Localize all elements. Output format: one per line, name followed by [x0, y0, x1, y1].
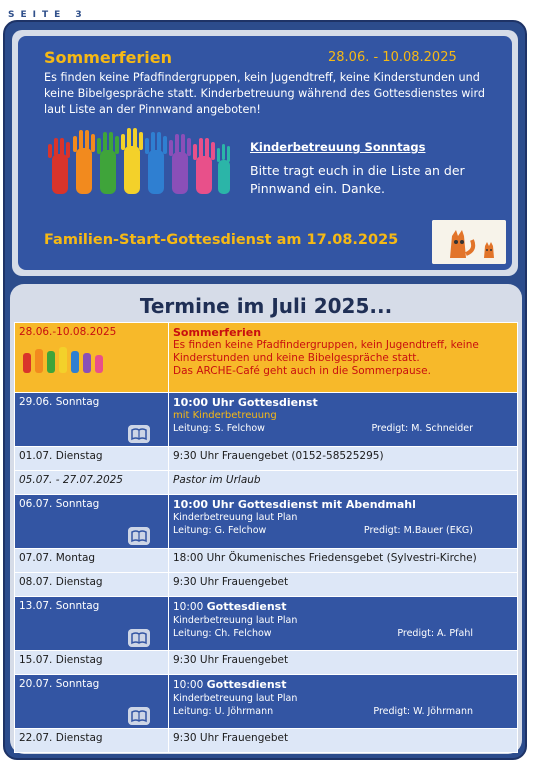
- table-row: [15, 651, 518, 675]
- event-title: 9:30 Uhr Frauengebet: [169, 729, 518, 753]
- row-date: 15.07. Dienstag: [15, 651, 169, 675]
- row-date: 20.07. Sonntag: [19, 678, 100, 690]
- date-cell: [15, 495, 169, 549]
- hands-small-illustration: [19, 345, 109, 373]
- table-row: [15, 471, 518, 495]
- termine-box: [10, 284, 522, 754]
- event-cell: [169, 393, 518, 447]
- table-row: [15, 729, 518, 753]
- table-row: [15, 675, 518, 729]
- date-cell: [15, 675, 169, 729]
- summer-text: Es finden keine Pfadfindergruppen, kein Jugendtreff, keine Kinderstunden und keine Bibelgespräche statt. Kinderbetreuung während des Gottesdienstes wird laut Liste an der Pinnwand angeboten!: [44, 71, 486, 116]
- event-title: 10:00 Uhr Gottesdienst mit Abendmahl: [173, 498, 416, 511]
- bible-icon: [128, 527, 150, 545]
- hand-yellow: [121, 128, 143, 194]
- table-row: [15, 495, 518, 549]
- page-label: SEITE 3: [8, 10, 88, 20]
- event-leitung: Leitung: U. Jöhrmann: [173, 706, 274, 717]
- event-predigt: Predigt: M.Bauer (EKG): [363, 525, 473, 536]
- hand-blue: [145, 132, 167, 194]
- event-leitung-row: [173, 705, 513, 718]
- event-sub: Kinderbetreuung laut Plan: [173, 615, 298, 626]
- hand-red: [48, 138, 70, 194]
- event-leitung-row: [173, 524, 513, 537]
- event-title: Pastor im Urlaub: [169, 471, 518, 495]
- hands-illustration: [44, 126, 234, 204]
- event-title-bold: Gottesdienst: [206, 678, 287, 691]
- fox-illustration: [432, 220, 506, 264]
- event-leitung-row: [173, 422, 513, 435]
- event-leitung: Leitung: G. Felchow: [173, 525, 267, 536]
- summer-dates: 28.06. - 10.08.2025: [328, 50, 457, 65]
- table-row: [15, 549, 518, 573]
- date-cell: [15, 597, 169, 651]
- event-sub: Kinderbetreuung laut Plan: [173, 693, 298, 704]
- event-title: 10:00 Uhr Gottesdienst: [173, 396, 318, 409]
- event-time: 10:00: [173, 679, 207, 691]
- event-line: Es finden keine Pfadfindergruppen, kein Jugendtreff, keine Kinderstunden und keine Bibelgespräche statt.: [173, 339, 479, 364]
- event-title: [173, 600, 513, 614]
- event-time: 10:00: [173, 601, 207, 613]
- termine-table: [14, 322, 518, 753]
- row-date: 08.07. Dienstag: [15, 573, 169, 597]
- event-leitung-row: [173, 627, 513, 640]
- event-sub: Kinderbetreuung laut Plan: [173, 512, 298, 523]
- row-date: 22.07. Dienstag: [15, 729, 169, 753]
- event-title: Sommerferien: [173, 326, 262, 339]
- row-date: 13.07. Sonntag: [19, 600, 100, 612]
- kinderbetreuung-text: Bitte tragt euch in die Liste an der Pinnwand ein. Danke.: [250, 163, 465, 196]
- event-predigt: Predigt: A. Pfahl: [397, 628, 473, 639]
- event-sub: mit Kinderbetreuung: [173, 410, 277, 421]
- event-title: 9:30 Uhr Frauengebet: [169, 573, 518, 597]
- row-date: 01.07. Dienstag: [15, 447, 169, 471]
- row-date: 07.07. Montag: [15, 549, 169, 573]
- hand-pink: [193, 138, 215, 194]
- table-row: [15, 447, 518, 471]
- hand-orange: [73, 130, 95, 194]
- row-date: 29.06. Sonntag: [19, 396, 100, 408]
- row-date: 28.06.-10.08.2025: [19, 326, 117, 338]
- event-cell: [169, 323, 518, 393]
- event-title: [173, 678, 513, 692]
- event-title-bold: Gottesdienst: [206, 600, 287, 613]
- row-date: 05.07. - 27.07.2025: [15, 471, 169, 495]
- event-title: 9:30 Uhr Frauengebet (0152-58525295): [169, 447, 518, 471]
- kinderbetreuung-title: Kinderbetreuung Sonntags: [250, 140, 426, 154]
- event-leitung: Leitung: S. Felchow: [173, 423, 265, 434]
- summer-info-panel: [18, 36, 512, 270]
- hand-green: [97, 132, 119, 194]
- event-title: 9:30 Uhr Frauengebet: [169, 651, 518, 675]
- termine-title: Termine im Juli 2025...: [139, 294, 393, 318]
- bible-icon: [128, 707, 150, 725]
- row-date: 06.07. Sonntag: [19, 498, 100, 510]
- date-cell: [15, 393, 169, 447]
- event-line: Das ARCHE-Café geht auch in die Sommerpause.: [173, 365, 431, 377]
- summer-title: Sommerferien: [44, 48, 173, 67]
- table-row: [15, 393, 518, 447]
- event-cell: [169, 495, 518, 549]
- event-predigt: Predigt: M. Schneider: [371, 423, 473, 434]
- event-cell: [169, 675, 518, 729]
- table-row: [15, 597, 518, 651]
- summer-info-box: [12, 30, 518, 276]
- event-title: 18:00 Uhr Ökumenisches Friedensgebet (Sylvestri-Kirche): [169, 549, 518, 573]
- bible-icon: [128, 425, 150, 443]
- family-service-title: Familien-Start-Gottesdienst am 17.08.2025: [44, 232, 399, 248]
- table-row: [15, 323, 518, 393]
- event-predigt: Predigt: W. Jöhrmann: [373, 706, 473, 717]
- hand-purple: [169, 134, 191, 194]
- table-row: [15, 573, 518, 597]
- hand-teal: [217, 144, 230, 194]
- event-leitung: Leitung: Ch. Felchow: [173, 628, 272, 639]
- date-cell: [15, 323, 169, 393]
- bible-icon: [128, 629, 150, 647]
- event-cell: [169, 597, 518, 651]
